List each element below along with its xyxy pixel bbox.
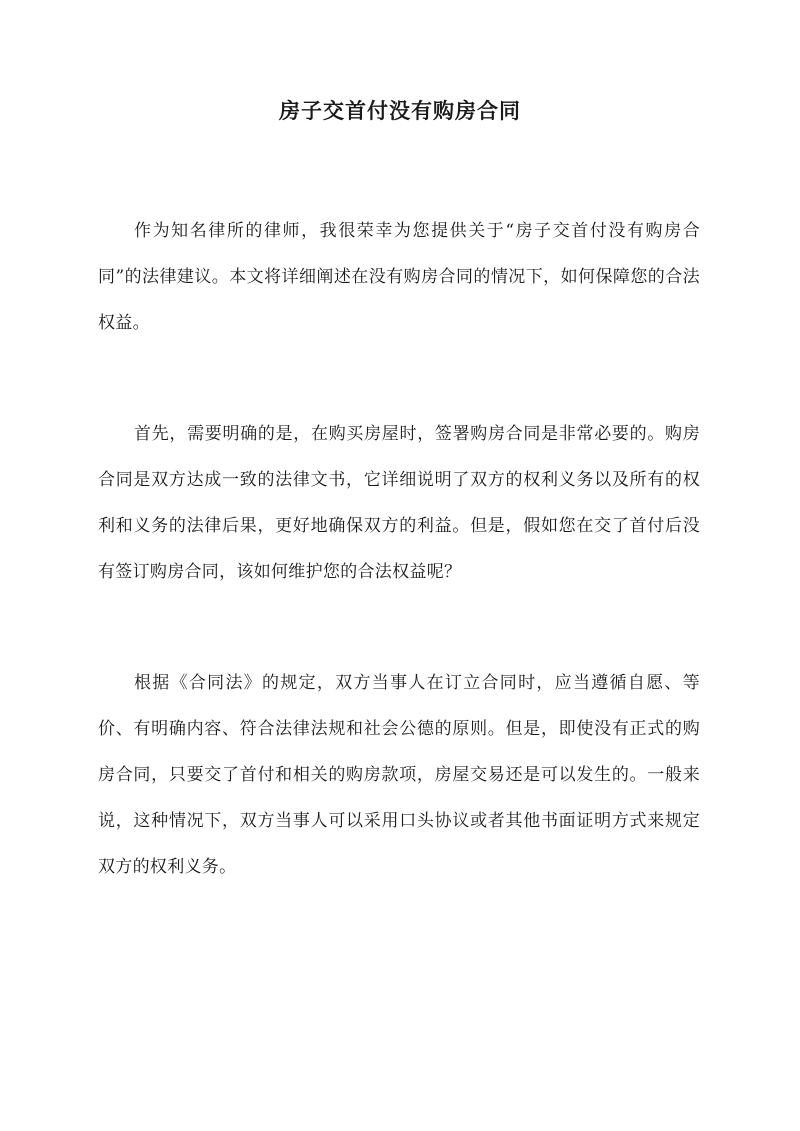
paragraph-contract-law: 根据《合同法》的规定，双方当事人在订立合同时，应当遵循自愿、等价、有明确内容、符合法律法规和社会公德的原则。但是，即使没有正式的购房合同，只要交了首付和相关的购房款项，房屋交易还是可以发生的。一般来说，这种情况下，双方当事人可以采用口头协议或者其他书面证明方式来规定双方的权利义务。: [98, 673, 700, 877]
paragraph-intro: 作为知名律所的律师，我很荣幸为您提供关于“房子交首付没有购房合同”的法律建议。本文将详细阐述在没有购房合同的情况下，如何保障您的合法权益。: [98, 221, 700, 333]
paragraph-contract-necessity: 首先，需要明确的是，在购买房屋时，签署购房合同是非常必要的。购房合同是双方达成一致的法律文书，它详细说明了双方的权利义务以及所有的权利和义务的法律后果，更好地确保双方的利益。但是，假如您在交了首付后没有签订购房合同，该如何维护您的合法权益呢？: [98, 424, 700, 582]
document-title: 房子交首付没有购房合同: [279, 98, 521, 123]
